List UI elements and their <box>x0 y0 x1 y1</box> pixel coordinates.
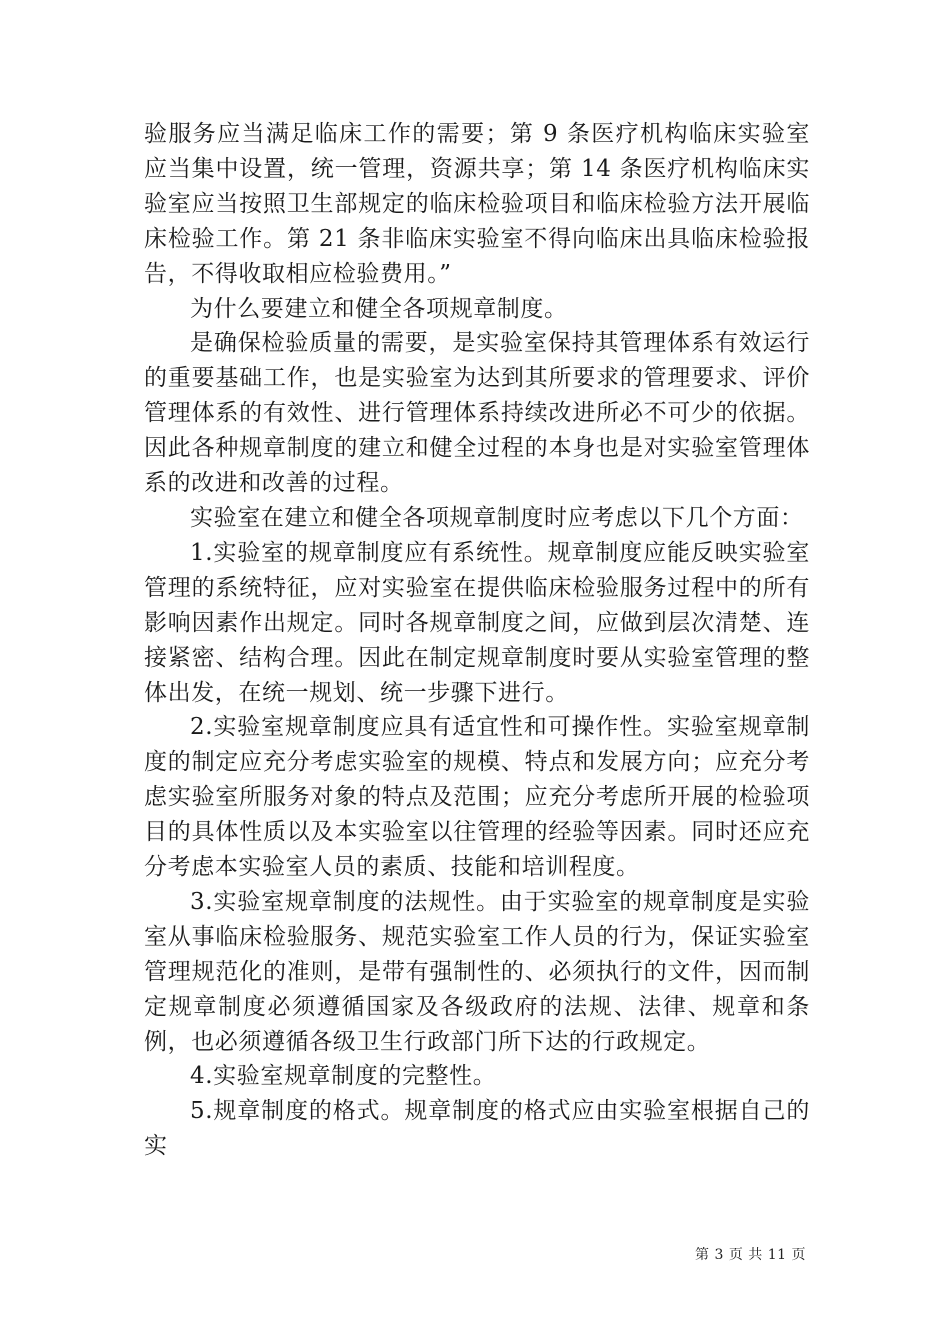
paragraph-1: 验服务应当满足临床工作的需要；第 9 条医疗机构临床实验室应当集中设置，统一管理，资源共享；第 14 条医疗机构临床实验室应当按照卫生部规定的临床检验项目和临床检验方法开展临床检验工作。第 21 条非临床实验室不得向临床出具临床检验报告，不得收取相应检验费用。” <box>144 121 810 287</box>
paragraph-3: 是确保检验质量的需要，是实验室保持其管理体系有效运行的重要基础工作，也是实验室为达到其所要求的管理要求、评价管理体系的有效性、进行管理体系持续改进所必不可少的依据。因此各种规章制度的建立和健全过程的本身也是对实验室管理体系的改进和改善的过程。 <box>144 330 810 497</box>
paragraph-9: 5.规章制度的格式。规章制度的格式应由实验室根据自己的实 <box>144 1098 810 1160</box>
paragraph-7: 3.实验室规章制度的法规性。由于实验室的规章制度是实验室从事临床检验服务、规范实验室工作人员的行为，保证实验室管理规范化的准则，是带有强制性的、必须执行的文件，因而制定规章制度必须遵循国家及各级政府的法规、法律、规章和条例，也必须遵循各级卫生行政部门所下达的行政规定。 <box>144 888 810 1055</box>
paragraph-8: 4.实验室规章制度的完整性。 <box>190 1063 497 1090</box>
paragraph-6: 2.实验室规章制度应具有适宜性和可操作性。实验室规章制度的制定应充分考虑实验室的规模、特点和发展方向；应充分考虑实验室所服务对象的特点及范围；应充分考虑所开展的检验项目的具体性质以及本实验室以往管理的经验等因素。同时还应充分考虑本实验室人员的素质、技能和培训程度。 <box>144 714 810 881</box>
paragraph-2: 为什么要建立和健全各项规章制度。 <box>190 295 568 322</box>
paragraph-4: 实验室在建立和健全各项规章制度时应考虑以下几个方面： <box>190 504 804 531</box>
paragraph-5: 1.实验室的规章制度应有系统性。规章制度应能反映实验室管理的系统特征，应对实验室在提供临床检验服务过程中的所有影响因素作出规定。同时各规章制度之间，应做到层次清楚、连接紧密、结构合理。因此在制定规章制度时要从实验室管理的整体出发，在统一规划、统一步骤下进行。 <box>144 539 810 706</box>
page-number-footer: 第 3 页 共 11 页 <box>695 1247 806 1263</box>
document-body <box>144 117 810 1164</box>
